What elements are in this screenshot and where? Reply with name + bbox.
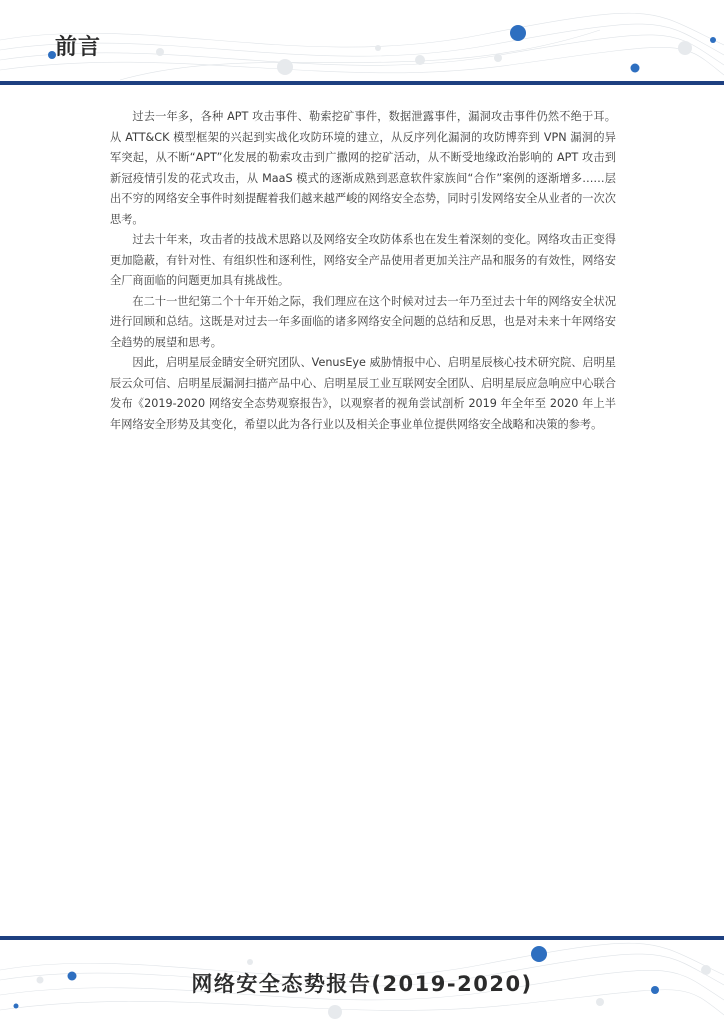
paragraph: 过去一年多，各种 APT 攻击事件、勒索挖矿事件，数据泄露事件，漏洞攻击事件仍然不绝于耳。从 ATT&CK 模型框架的兴起到实战化攻防环境的建立，从反序列化漏洞的攻防博弈到 VPN 漏洞的异军突起，从不断“APT”化发展的勒索攻击到广撒网的挖矿活动，从不断受地缘政治影响的 APT 攻击到新冠疫情引发的花式攻击，从 MaaS 模式的逐渐成熟到恶意软件家族间“合作”案例的逐渐增多……层出不穷的网络安全事件时刻提醒着我们越来越严峻的网络安全态势，同时引发网络安全从业者的一次次思考。 xyxy=(110,110,616,226)
paragraph: 过去十年来，攻击者的技战术思路以及网络安全攻防体系也在发生着深刻的变化。网络攻击正变得更加隐蔽，有针对性、有组织性和逐利性，网络安全产品使用者更加关注产品和服务的有效性，网络安全厂商面临的问题更加具有挑战性。 xyxy=(110,233,616,287)
preface-body xyxy=(110,107,616,435)
report-title: 网络安全态势报告(2019-2020) xyxy=(191,972,533,996)
paragraph: 在二十一世纪第二个十年开始之际，我们理应在这个时候对过去一年乃至过去十年的网络安全状况进行回顾和总结。这既是对过去一年多面临的诸多网络安全问题的总结和反思，也是对未来十年网络安全趋势的展望和思考。 xyxy=(110,294,616,349)
paragraph: 因此，启明星辰金睛安全研究团队、VenusEye 威胁情报中心、启明星辰核心技术研究院、启明星辰云众可信、启明星辰漏洞扫描产品中心、启明星辰工业互联网安全团队、启明星辰应急响应中心联合发布《2019-2020 网络安全态势观察报告》，以观察者的视角尝试剖析 2019 年全年至 2020 年上半年网络安全形势及其变化，希望以此为各行业以及相关企事业单位提供网络安全战略和决策的参考。 xyxy=(110,356,616,431)
header-decoration xyxy=(0,0,724,90)
section-title: 前言 xyxy=(55,35,102,60)
header-rule xyxy=(0,81,724,85)
